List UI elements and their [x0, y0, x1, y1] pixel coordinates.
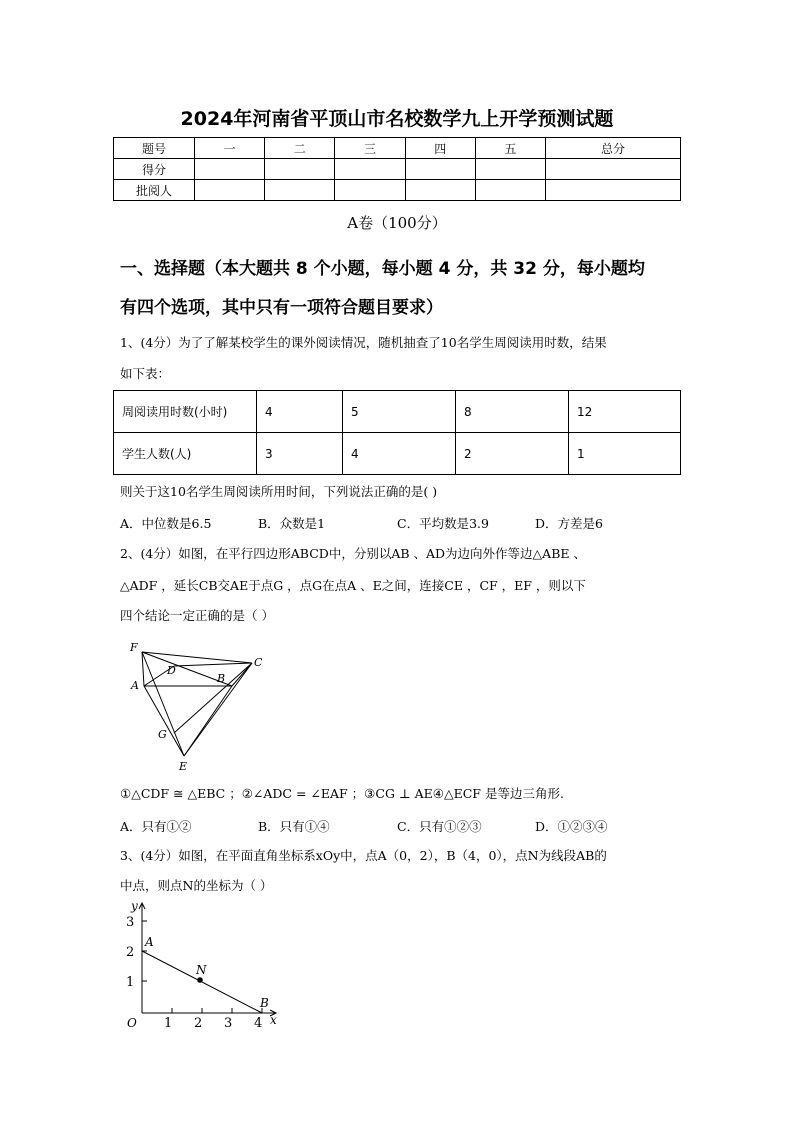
q2-option-c[interactable]: C．只有①②③ [397, 819, 482, 834]
y-tick-label: 1 [126, 975, 135, 990]
table-row [114, 180, 681, 201]
volume-heading: A卷（100分） [347, 214, 447, 232]
table-cell: 4 [257, 391, 343, 433]
x-tick-label: 3 [224, 1016, 233, 1031]
table-cell: 2 [456, 433, 569, 475]
figure-label: C [254, 656, 263, 669]
q1-option-c[interactable]: C．平均数是3.9 [397, 516, 489, 531]
q1-option-d[interactable]: D．方差是6 [535, 516, 603, 531]
point-label: A [145, 935, 154, 949]
q3-text-line2: 中点，则点N的坐标为（ ） [120, 878, 273, 893]
q2-text-line1: 2、(4分）如图，在平行四边形ABCD中，分别以AB 、AD为边向外作等边△ABE 、 [120, 546, 586, 561]
table-cell: 一 [195, 138, 265, 159]
section-heading-line1: 一、选择题（本大题共 8 个小题，每小题 4 分，共 32 分，每小题均 [120, 259, 645, 279]
q2-text-line2: △ADF ，延长CB交AE于点G ，点G在点A 、E之间，连接CE ，CF ，EF ，则以下 [120, 578, 586, 593]
table-cell: 4 [343, 433, 456, 475]
y-tick-label: 2 [126, 945, 135, 960]
q3-text-line1: 3、(4分）如图，在平面直角坐标系xOy中，点A（0，2），B（4，0），点N为线段AB的 [120, 848, 607, 863]
q1-data-table [113, 390, 681, 475]
table-cell[interactable] [546, 180, 681, 201]
x-axis-label: x [270, 1013, 277, 1027]
table-cell[interactable] [335, 159, 405, 180]
figure-label: F [130, 641, 138, 654]
q2-option-b[interactable]: B．只有①④ [258, 819, 330, 834]
q3-coordinate-figure [118, 898, 288, 1033]
table-cell: 批阅人 [114, 180, 195, 201]
q1-text-line1: 1、(4分）为了了解某校学生的课外阅读情况，随机抽查了10名学生周阅读用时数，结果 [120, 335, 607, 350]
table-cell: 3 [257, 433, 343, 475]
x-tick-label: 4 [254, 1016, 263, 1031]
q2-option-d[interactable]: D．①②③④ [535, 819, 608, 834]
q2-statements: ①△CDF ≅ △EBC ；②∠ADC = ∠EAF ；③CG ⊥ AE④△ECF 是等边三角形. [120, 786, 564, 801]
origin-label: O [127, 1016, 137, 1030]
table-cell[interactable] [475, 180, 545, 201]
table-cell[interactable] [195, 159, 265, 180]
table-cell: 得分 [114, 159, 195, 180]
section-heading-line2: 有四个选项，其中只有一项符合题目要求） [120, 298, 443, 318]
point-label: N [196, 963, 207, 977]
table-cell: 学生人数(人) [114, 433, 257, 475]
table-cell[interactable] [475, 159, 545, 180]
table-cell: 题号 [114, 138, 195, 159]
table-row [114, 391, 681, 433]
table-cell: 四 [405, 138, 475, 159]
figure-label: G [158, 728, 167, 741]
table-cell: 五 [475, 138, 545, 159]
table-cell[interactable] [265, 159, 335, 180]
q1-option-b[interactable]: B．众数是1 [258, 516, 326, 531]
point-n-marker [197, 977, 203, 983]
table-cell: 总分 [546, 138, 681, 159]
figure-label: A [131, 679, 139, 692]
figure-label: B [217, 672, 226, 685]
q1-option-a[interactable]: A．中位数是6.5 [120, 516, 212, 531]
table-cell[interactable] [546, 159, 681, 180]
table-cell: 三 [335, 138, 405, 159]
q2-geometry-figure [120, 636, 280, 776]
table-cell: 12 [569, 391, 681, 433]
page-title: 2024年河南省平顶山市名校数学九上开学预测试题 [180, 108, 614, 130]
table-cell[interactable] [335, 180, 405, 201]
table-cell: 二 [265, 138, 335, 159]
point-label: B [260, 996, 269, 1010]
y-tick-label: 3 [126, 915, 135, 930]
table-cell[interactable] [405, 159, 475, 180]
table-row [114, 159, 681, 180]
x-tick-label: 2 [194, 1016, 203, 1031]
table-cell: 周阅读用时数(小时) [114, 391, 257, 433]
figure-label: E [179, 760, 188, 773]
q1-text-line2: 如下表： [120, 366, 171, 381]
table-cell: 5 [343, 391, 456, 433]
y-axis-label: y [131, 899, 138, 913]
table-row [114, 138, 681, 159]
q1-question: 则关于这10名学生周阅读所用时间，下列说法正确的是( ) [120, 484, 438, 499]
table-cell: 8 [456, 391, 569, 433]
q2-option-a[interactable]: A．只有①② [120, 819, 192, 834]
table-cell[interactable] [405, 180, 475, 201]
score-table [113, 137, 681, 201]
table-cell: 1 [569, 433, 681, 475]
table-cell[interactable] [265, 180, 335, 201]
table-row [114, 433, 681, 475]
figure-label: D [167, 664, 176, 677]
table-cell[interactable] [195, 180, 265, 201]
q2-text-line3: 四个结论一定正确的是（ ） [120, 608, 274, 623]
x-tick-label: 1 [164, 1016, 173, 1031]
